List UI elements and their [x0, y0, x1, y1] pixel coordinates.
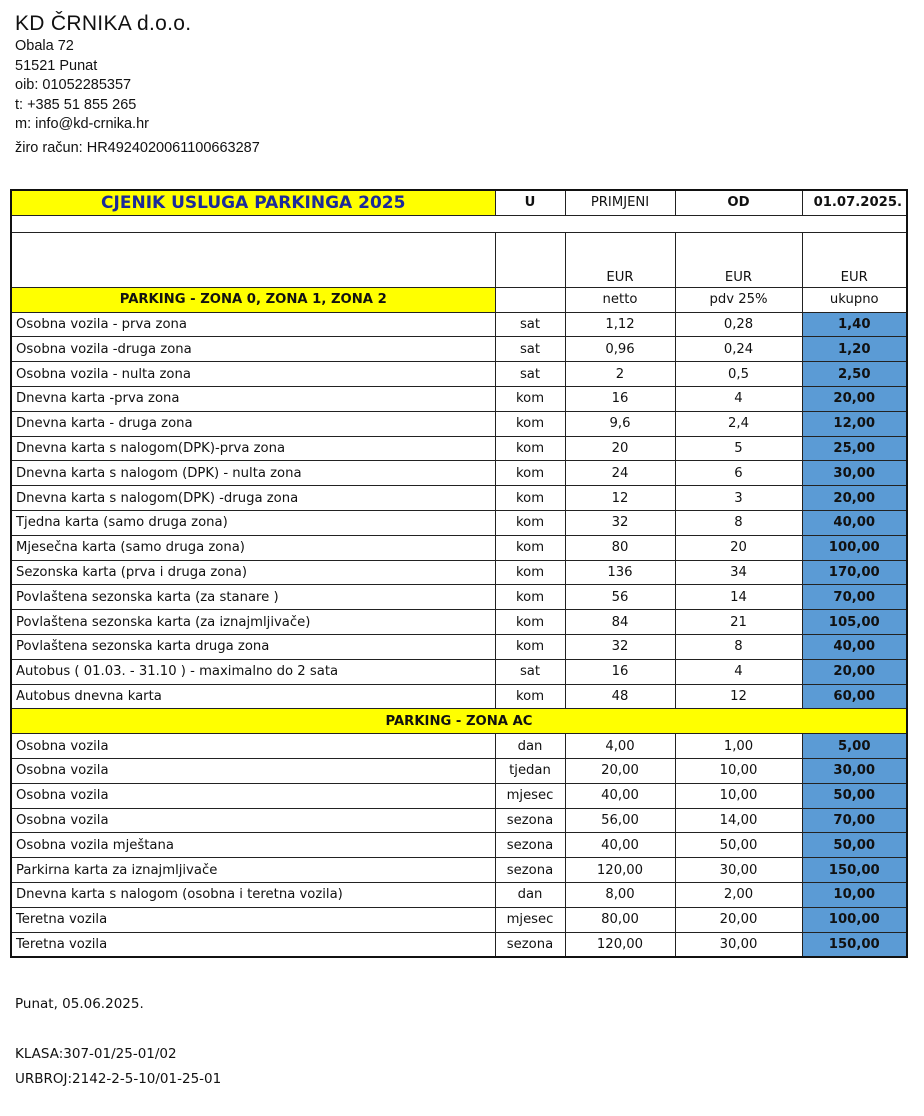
item-unit: sat — [495, 659, 565, 684]
item-netto: 56 — [565, 585, 675, 610]
item-pdv: 14,00 — [675, 808, 802, 833]
item-netto: 40,00 — [565, 783, 675, 808]
item-netto: 120,00 — [565, 932, 675, 957]
item-unit: sezona — [495, 858, 565, 883]
item-netto: 8,00 — [565, 882, 675, 907]
item-name: Dnevna karta s nalogom(DPK)-prva zona — [11, 436, 495, 461]
item-unit: tjedan — [495, 758, 565, 783]
item-pdv: 5 — [675, 436, 802, 461]
table-row — [11, 932, 907, 957]
currency-row — [11, 232, 907, 287]
item-name: Dnevna karta s nalogom (DPK) - nulta zona — [11, 461, 495, 486]
company-phone: t: +385 51 855 265 — [15, 96, 137, 113]
item-pdv: 0,28 — [675, 312, 802, 337]
item-pdv: 20,00 — [675, 907, 802, 932]
item-total: 50,00 — [802, 833, 907, 858]
item-unit: kom — [495, 560, 565, 585]
title-u: U — [495, 190, 565, 215]
table-row — [11, 634, 907, 659]
col-pdv-header: pdv 25% — [675, 287, 802, 312]
table-row — [11, 808, 907, 833]
table-row — [11, 411, 907, 436]
item-name: Osobna vozila — [11, 734, 495, 759]
item-pdv: 12 — [675, 684, 802, 709]
item-netto: 32 — [565, 510, 675, 535]
item-pdv: 6 — [675, 461, 802, 486]
item-netto: 40,00 — [565, 833, 675, 858]
item-total: 150,00 — [802, 932, 907, 957]
title-date: 01.07.2025. — [802, 190, 907, 215]
company-city: 51521 Punat — [15, 57, 98, 74]
klasa: KLASA:307-01/25-01/02 — [15, 1046, 177, 1062]
table-row — [11, 337, 907, 362]
table-row — [11, 312, 907, 337]
item-name: Povlaštena sezonska karta (za iznajmljivače) — [11, 610, 495, 635]
col-ukupno-header: ukupno — [802, 287, 907, 312]
item-total: 70,00 — [802, 808, 907, 833]
place-date: Punat, 05.06.2025. — [15, 996, 144, 1012]
item-name: Osobna vozila mještana — [11, 833, 495, 858]
company-account: žiro račun: HR4924020061100663287 — [15, 139, 260, 156]
table-row — [11, 833, 907, 858]
item-pdv: 10,00 — [675, 783, 802, 808]
table-row — [11, 907, 907, 932]
item-netto: 1,12 — [565, 312, 675, 337]
currency-netto: EUR — [565, 232, 675, 287]
item-total: 60,00 — [802, 684, 907, 709]
section-title: PARKING - ZONA AC — [11, 709, 907, 734]
table-row — [11, 858, 907, 883]
table-row — [11, 436, 907, 461]
table-row — [11, 362, 907, 387]
item-netto: 2 — [565, 362, 675, 387]
item-unit: kom — [495, 436, 565, 461]
table-row — [11, 684, 907, 709]
item-total: 12,00 — [802, 411, 907, 436]
item-pdv: 4 — [675, 659, 802, 684]
item-name: Osobna vozila - nulta zona — [11, 362, 495, 387]
item-pdv: 1,00 — [675, 734, 802, 759]
item-name: Povlaštena sezonska karta druga zona — [11, 634, 495, 659]
item-name: Dnevna karta -prva zona — [11, 386, 495, 411]
item-total: 40,00 — [802, 634, 907, 659]
table-row — [11, 659, 907, 684]
item-name: Povlaštena sezonska karta (za stanare ) — [11, 585, 495, 610]
item-total: 30,00 — [802, 758, 907, 783]
item-netto: 80 — [565, 535, 675, 560]
item-name: Osobna vozila — [11, 808, 495, 833]
item-total: 50,00 — [802, 783, 907, 808]
item-name: Mjesečna karta (samo druga zona) — [11, 535, 495, 560]
item-pdv: 0,24 — [675, 337, 802, 362]
item-pdv: 10,00 — [675, 758, 802, 783]
item-netto: 16 — [565, 659, 675, 684]
price-list-table — [10, 189, 908, 958]
item-total: 20,00 — [802, 386, 907, 411]
item-pdv: 50,00 — [675, 833, 802, 858]
section-header-row — [11, 709, 907, 734]
item-unit: kom — [495, 510, 565, 535]
item-netto: 48 — [565, 684, 675, 709]
item-pdv: 20 — [675, 535, 802, 560]
item-pdv: 8 — [675, 634, 802, 659]
item-total: 70,00 — [802, 585, 907, 610]
item-netto: 84 — [565, 610, 675, 635]
item-total: 150,00 — [802, 858, 907, 883]
item-name: Osobna vozila — [11, 758, 495, 783]
urbroj: URBROJ:2142-2-5-10/01-25-01 — [15, 1071, 222, 1087]
item-netto: 9,6 — [565, 411, 675, 436]
item-netto: 4,00 — [565, 734, 675, 759]
item-total: 1,40 — [802, 312, 907, 337]
currency-ukupno: EUR — [802, 232, 907, 287]
item-total: 20,00 — [802, 486, 907, 511]
table-row — [11, 560, 907, 585]
item-total: 10,00 — [802, 882, 907, 907]
item-pdv: 0,5 — [675, 362, 802, 387]
item-total: 40,00 — [802, 510, 907, 535]
item-pdv: 8 — [675, 510, 802, 535]
table-row — [11, 882, 907, 907]
currency-pdv: EUR — [675, 232, 802, 287]
item-pdv: 2,00 — [675, 882, 802, 907]
section-title: PARKING - ZONA 0, ZONA 1, ZONA 2 — [11, 287, 495, 312]
item-pdv: 4 — [675, 386, 802, 411]
item-name: Osobna vozila -druga zona — [11, 337, 495, 362]
item-netto: 20,00 — [565, 758, 675, 783]
item-unit: sat — [495, 312, 565, 337]
item-pdv: 34 — [675, 560, 802, 585]
item-pdv: 2,4 — [675, 411, 802, 436]
item-total: 105,00 — [802, 610, 907, 635]
item-netto: 24 — [565, 461, 675, 486]
item-unit: kom — [495, 684, 565, 709]
item-total: 1,20 — [802, 337, 907, 362]
item-pdv: 30,00 — [675, 858, 802, 883]
item-netto: 56,00 — [565, 808, 675, 833]
item-total: 5,00 — [802, 734, 907, 759]
item-netto: 0,96 — [565, 337, 675, 362]
item-total: 170,00 — [802, 560, 907, 585]
item-unit: kom — [495, 634, 565, 659]
item-unit: kom — [495, 386, 565, 411]
price-list-body — [11, 190, 907, 957]
table-row — [11, 535, 907, 560]
item-name: Teretna vozila — [11, 932, 495, 957]
item-total: 2,50 — [802, 362, 907, 387]
company-address: Obala 72 — [15, 38, 74, 54]
table-row — [11, 386, 907, 411]
table-row — [11, 783, 907, 808]
item-name: Tjedna karta (samo druga zona) — [11, 510, 495, 535]
table-row — [11, 461, 907, 486]
item-name: Teretna vozila — [11, 907, 495, 932]
item-unit: sat — [495, 362, 565, 387]
company-email: m: info@kd-crnika.hr — [15, 116, 149, 133]
table-row — [11, 510, 907, 535]
item-name: Autobus dnevna karta — [11, 684, 495, 709]
company-name: KD ČRNIKA d.o.o. — [15, 12, 192, 35]
item-netto: 136 — [565, 560, 675, 585]
table-row — [11, 758, 907, 783]
item-unit: sezona — [495, 932, 565, 957]
item-name: Parkirna karta za iznajmljivače — [11, 858, 495, 883]
item-unit: kom — [495, 610, 565, 635]
item-unit: kom — [495, 535, 565, 560]
table-row — [11, 585, 907, 610]
item-unit: mjesec — [495, 783, 565, 808]
item-total: 20,00 — [802, 659, 907, 684]
item-netto: 120,00 — [565, 858, 675, 883]
item-total: 100,00 — [802, 535, 907, 560]
item-unit: kom — [495, 486, 565, 511]
blank-row — [11, 215, 907, 232]
item-pdv: 14 — [675, 585, 802, 610]
item-unit: kom — [495, 461, 565, 486]
table-title: CJENIK USLUGA PARKINGA 2025 — [11, 190, 495, 215]
item-pdv: 21 — [675, 610, 802, 635]
title-od: OD — [675, 190, 802, 215]
table-row — [11, 734, 907, 759]
item-netto: 20 — [565, 436, 675, 461]
item-unit: dan — [495, 734, 565, 759]
item-name: Autobus ( 01.03. - 31.10 ) - maximalno do 2 sata — [11, 659, 495, 684]
item-unit: sezona — [495, 833, 565, 858]
item-name: Sezonska karta (prva i druga zona) — [11, 560, 495, 585]
company-header — [15, 12, 260, 159]
title-primjeni: PRIMJENI — [565, 190, 675, 215]
item-unit: dan — [495, 882, 565, 907]
item-pdv: 3 — [675, 486, 802, 511]
title-row — [11, 190, 907, 215]
item-name: Dnevna karta - druga zona — [11, 411, 495, 436]
item-unit: mjesec — [495, 907, 565, 932]
item-netto: 12 — [565, 486, 675, 511]
item-total: 25,00 — [802, 436, 907, 461]
item-name: Osobna vozila — [11, 783, 495, 808]
col-netto-header: netto — [565, 287, 675, 312]
item-name: Dnevna karta s nalogom(DPK) -druga zona — [11, 486, 495, 511]
section-header-row — [11, 287, 907, 312]
item-name: Osobna vozila - prva zona — [11, 312, 495, 337]
item-netto: 80,00 — [565, 907, 675, 932]
item-total: 100,00 — [802, 907, 907, 932]
item-unit: sezona — [495, 808, 565, 833]
table-row — [11, 486, 907, 511]
item-netto: 32 — [565, 634, 675, 659]
table-row — [11, 610, 907, 635]
item-name: Dnevna karta s nalogom (osobna i teretna vozila) — [11, 882, 495, 907]
item-total: 30,00 — [802, 461, 907, 486]
item-netto: 16 — [565, 386, 675, 411]
item-unit: sat — [495, 337, 565, 362]
item-unit: kom — [495, 411, 565, 436]
company-oib: oib: 01052285357 — [15, 77, 132, 94]
item-pdv: 30,00 — [675, 932, 802, 957]
item-unit: kom — [495, 585, 565, 610]
